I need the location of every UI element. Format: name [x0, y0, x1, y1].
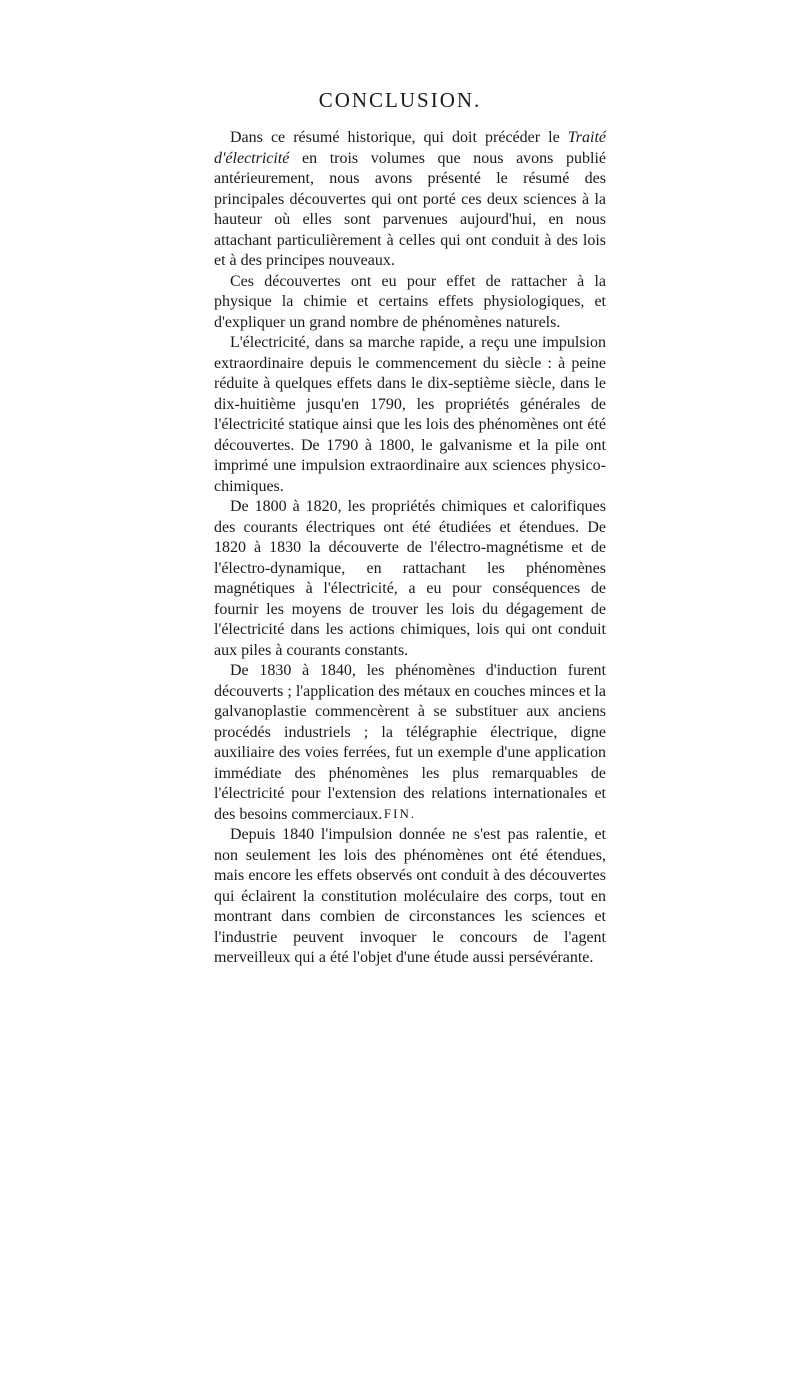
end-mark: FIN.: [383, 806, 417, 821]
paragraph-1: [214, 128, 606, 272]
paragraph-4: De 1800 à 1820, les propriétés chimiques et calorifiques des courants électriques ont été étudiées et étendues. De 1820 à 1830 la découverte de l'électro-magnétisme et de l'électro-dynamique, en rattachant les phénomènes magnétiques à l'électricité, a eu pour conséquences de fournir les moyens de trouver les lois du dégagement de l'électricité dans les actions chimiques, lois qui ont conduit aux piles à courants constants.: [214, 498, 606, 659]
body-text: [214, 128, 606, 969]
paragraph-6: Depuis 1840 l'impulsion donnée ne s'est pas ralentie, et non seulement les lois des phénomènes ont été étendues, mais encore les effets observés ont conduit à des découvertes qui éclairent la constitution moléculaire des corps, tout en montrant dans combien de circonstances les sciences et l'industrie peuvent invoquer le concours de l'agent merveilleux qui a été l'objet d'une étude aussi persévérante.: [214, 826, 606, 966]
paragraph-3: L'électricité, dans sa marche rapide, a reçu une impulsion extraordinaire depuis le commencement du siècle : à peine réduite à quelques effets dans le dix-septième siècle, dans le dix-huitième jusqu'en 1790, les propriétés générales de l'électricité statique ainsi que les lois des phénomènes ont été découvertes. De 1790 à 1800, le galvanisme et la pile ont imprimé une impulsion extraordinaire aux sciences physico-chimiques.: [214, 334, 606, 495]
paragraph-2: Ces découvertes ont eu pour effet de rattacher à la physique la chimie et certains effets physiologiques, et d'expliquer un grand nombre de phénomènes naturels.: [214, 272, 606, 331]
paragraph-1-text-end: en trois volumes que nous avons publié antérieurement, nous avons présenté le résumé des principales découvertes qui ont porté ces deux sciences à la hauteur où elles sont parvenues aujourd'hui, en nous attachant particulièrement à celles qui ont conduit à des lois et à des principes nouveaux.: [214, 149, 606, 269]
paragraph-5: De 1830 à 1840, les phénomènes d'induction furent découverts ; l'application des métaux en couches minces et la galvanoplastie commencèrent à se substituer aux anciens procédés industriels ; la télégraphie électrique, digne auxiliaire des voies ferrées, fut un exemple d'une application immédiate des phénomènes les plus remarquables de l'électricité pour l'extension des relations internationales et des besoins commerciaux.: [214, 662, 606, 823]
paragraph-1-text-start: Dans ce résumé historique, qui doit précéder le: [230, 129, 568, 146]
chapter-heading: CONCLUSION.: [318, 88, 482, 112]
book-title-italic: Traité d'électricité: [214, 129, 606, 167]
